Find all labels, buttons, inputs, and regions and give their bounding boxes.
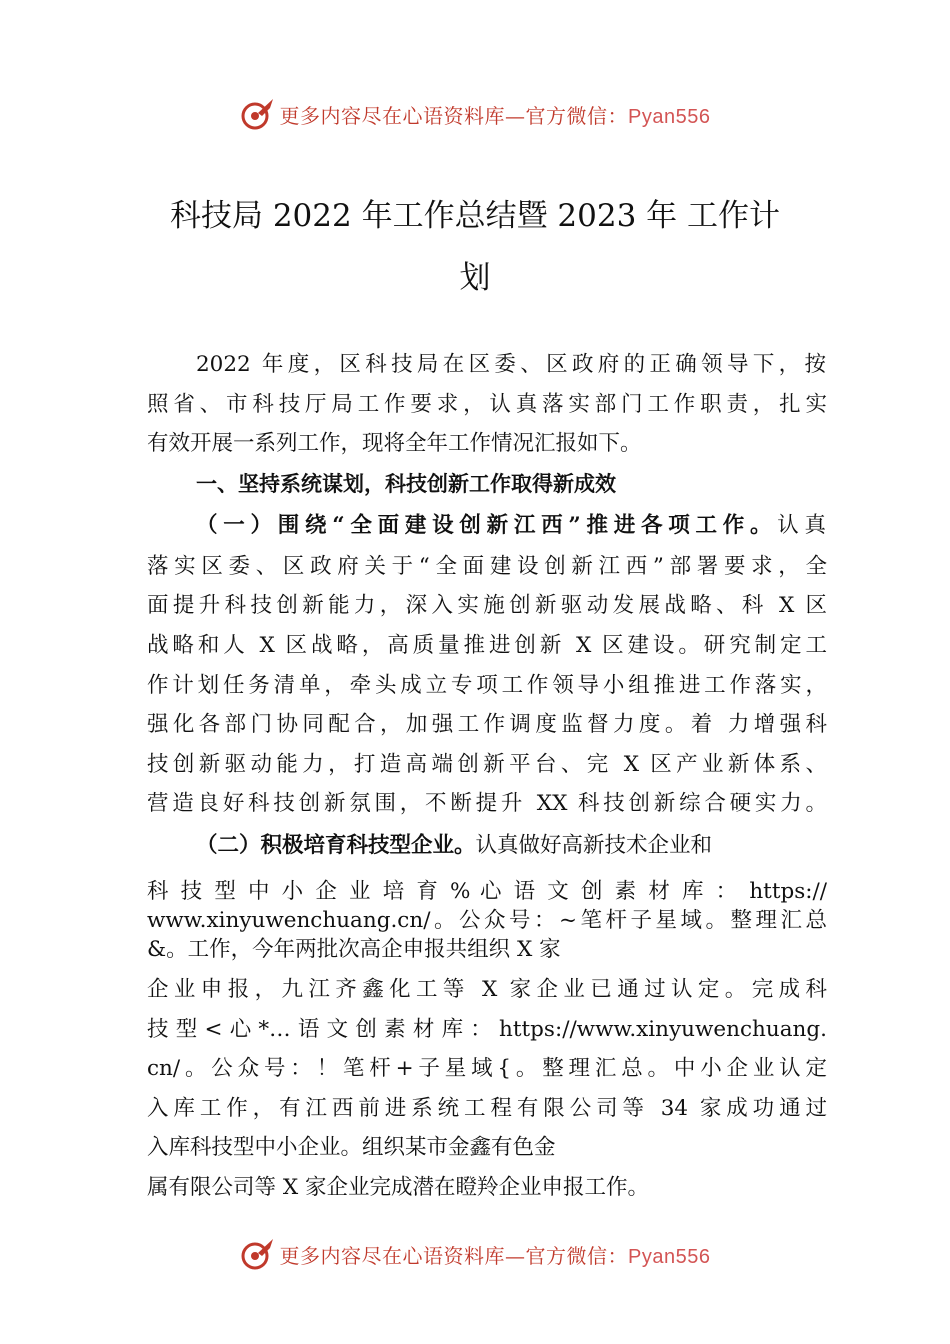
sub1-line-2: 落实区委、区政府关于“全面建设创新江西”部署要求，全: [147, 554, 827, 579]
document-title-line-2: 划: [459, 260, 491, 296]
sub2-line-8: 入库工作，有江西前进系统工程有限公司等 34 家成功通过: [147, 1096, 827, 1121]
intro-line-1: 2022 年度，区科技局在区委、区政府的正确领导下，按: [196, 352, 826, 377]
sub1-line-4: 战略和人 X 区战略，高质量推进创新 X 区建设。研究制定工: [147, 633, 827, 658]
quill-logo-icon: [240, 96, 276, 132]
sub2-line-7: cn/。公众号：！笔杆+子星域{。整理汇总。中小企业认定: [147, 1056, 827, 1081]
sub2-line-9: 入库科技型中小企业。组织某市金鑫有色金: [147, 1135, 556, 1160]
watermark-footer: [0, 1234, 950, 1274]
section-heading-1: 一、坚持系统谋划，科技创新工作取得新成效: [196, 472, 616, 496]
watermark-text: 更多内容尽在心语资料库—官方微信：Pyan556: [279, 103, 711, 128]
quill-logo-icon: [240, 1236, 276, 1272]
watermark-header: [0, 94, 950, 134]
sub2-line-10: 属有限公司等 X 家企业完成潜在瞪羚企业申报工作。: [147, 1175, 649, 1200]
sub2-line-2: 科 技 型 中 小 企 业 培 育 % 心 语 文 创 素 材 库 ： https://: [147, 879, 827, 904]
subsection-1-first-line: [196, 511, 826, 541]
subsection-2-text-start: 认真做好高新技术企业和: [475, 833, 713, 858]
sub1-line-7: 技创新驱动能力，打造高端创新平台、完 X 区产业新体系、: [147, 752, 827, 777]
intro-line-2: 照省、市科技厅局工作要求，认真落实部门工作职责，扎实: [147, 392, 827, 417]
subsection-2-heading: （二）积极培育科技型企业。: [196, 833, 476, 858]
subsection-1-text-start: 认真: [777, 513, 826, 538]
sub1-line-8: 营造良好科技创新氛围，不断提升 XX 科技创新综合硬实力。: [147, 791, 827, 816]
sub2-line-6: 技型<心*…语文创素材库：https://www.xinyuwenchuang.: [147, 1017, 827, 1042]
intro-line-3: 有效开展一系列工作，现将全年工作情况汇报如下。: [147, 431, 642, 456]
sub1-line-3: 面提升科技创新能力，深入实施创新驱动发展战略、科 X 区: [147, 593, 827, 618]
sub2-line-4: &。工作，今年两批次高企申报共组织 X 家: [147, 937, 561, 962]
watermark-text: 更多内容尽在心语资料库—官方微信：Pyan556: [279, 1243, 711, 1268]
sub2-line-3: www.xinyuwenchuang.cn/。公众号：~笔杆子星域。整理汇总: [147, 908, 827, 933]
sub2-line-5: 企业申报，九江齐鑫化工等 X 家企业已通过认定。完成科: [147, 977, 827, 1002]
subsection-1-heading: （一）围绕“全面建设创新江西”推进各项工作。: [196, 513, 778, 538]
document-title-line-1: 科技局 2022 年工作总结暨 2023 年 工作计: [169, 198, 781, 234]
subsection-2-first-line: [196, 831, 826, 861]
sub1-line-6: 强化各部门协同配合，加强工作调度监督力度。着 力增强科: [147, 712, 827, 737]
sub1-line-5: 作计划任务清单，牵头成立专项工作领导小组推进工作落实，: [147, 673, 827, 698]
